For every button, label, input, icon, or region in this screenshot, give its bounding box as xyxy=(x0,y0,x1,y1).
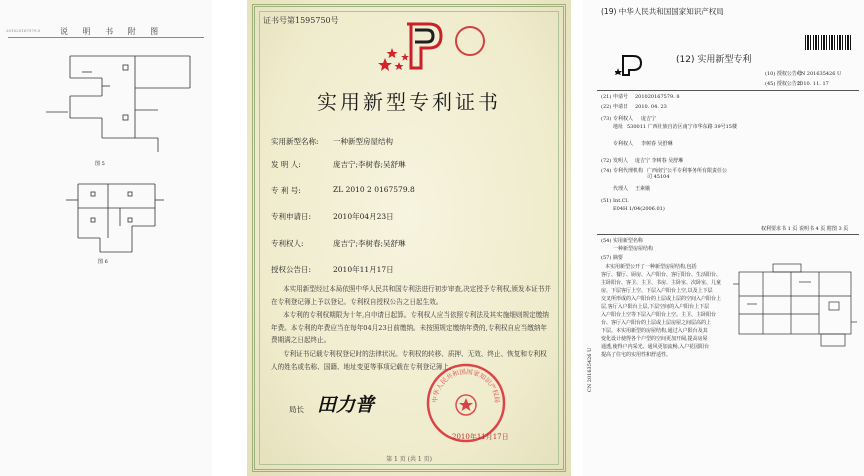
page-indicator: 第 1 页 (共 1 页) xyxy=(386,456,432,463)
floor-plan-figure-6 xyxy=(60,178,170,258)
barcode xyxy=(805,35,851,50)
field-label: 发明人 xyxy=(613,158,629,164)
row-value-inventor: 庞吉宁;李树春;吴舒琳 xyxy=(333,160,406,169)
row-label-patent-no: 专 利 号: xyxy=(271,186,301,195)
field-value: 201020167579. 8 xyxy=(635,94,680,100)
header-rule xyxy=(597,90,859,91)
field-value: 庞吉宁 xyxy=(641,116,657,122)
patent-publication xyxy=(583,0,864,476)
certificate-paragraph-2: 本专利的专利权期限为十年,自申请日起算。专利权人应当依照专利法及其实施细则规定缴纳年费。本专利的年费应当在每年04月23日前缴纳。未按照规定缴纳年费的,专利权自应当缴纳年费期满之日起终止。 xyxy=(271,311,549,345)
certificate-paragraph-3: 专利证书记载专利权登记时的法律状况。专利权的转移、质押、无效、终止、恢复和专利权人的姓名或名称、国籍、地址变更等事项记载在专利登记簿上。 xyxy=(271,350,547,371)
header-rule xyxy=(8,37,204,38)
field-value: 庞吉宁 李树春 吴舒琳 xyxy=(635,158,684,164)
abstract-line: 房、下层客厅上空、下层入户阳台上空,以及上下层 xyxy=(601,288,713,294)
abstract-line: 提高了住宅的实用性和舒适性。 xyxy=(601,352,672,358)
abstract-line: 台、客厅入户阳台的上层或上层房屋之间层高的上 xyxy=(601,320,712,326)
row-label-filing-date: 专利申请日: xyxy=(271,212,312,221)
svg-text:中华人民共和国国家知识产权局 xyxy=(430,367,501,404)
field-code: (74) xyxy=(601,168,612,174)
certificate-inner-border xyxy=(259,11,559,465)
abstract-line: 入户阳台上空等下层入户阳台上空。主卫、主卧阳台 xyxy=(601,312,717,318)
pub-date-label: (45) 授权公告日 xyxy=(765,81,802,87)
abstract-label: (57) 摘要 xyxy=(601,255,623,261)
sheet-header: 说 明 书 附 图 xyxy=(60,27,165,36)
title-value: 一种新型房屋结构 xyxy=(613,246,654,252)
field-value: E04H 1/04(2006.01) xyxy=(613,206,665,212)
field-code: (21) xyxy=(601,94,612,100)
abstract-line: 变化设计使得各个户型的空间更加开阔,提高房屋 xyxy=(601,336,708,342)
row-value-patent-no: ZL 2010 2 0167579.8 xyxy=(333,185,415,194)
body-rule xyxy=(597,234,859,235)
row-label-patentee: 专利权人: xyxy=(271,239,304,248)
row-value-name: 一种新型房屋结构 xyxy=(333,137,393,146)
abstract-line: 主卧阳台、客卫、主卫、书房、主卧室、次卧室、儿童 xyxy=(601,280,722,286)
field-label: 专利权人 xyxy=(613,141,634,147)
field-label: 专利代理机构 xyxy=(613,168,644,174)
abstract-line: 交叉所形成的入户阳台的上层或上层的空间入户阳台上 xyxy=(601,296,722,302)
pub-no: CN 201635426 U xyxy=(797,71,842,77)
sipo-emblem-icon xyxy=(377,18,447,76)
figure-6-caption: 图 6 xyxy=(98,259,108,265)
row-label-inventor: 发 明 人: xyxy=(271,160,301,169)
field-label: 地址 xyxy=(613,124,624,130)
field-code: (51) xyxy=(601,198,612,204)
pub-date: 2010. 11. 17 xyxy=(797,81,829,87)
abstract-line: 客厅、餐厅、厨房、入户阳台、客厅阳台、生活阳台、 xyxy=(601,272,722,278)
title-label: (54) 实用新型名称 xyxy=(601,238,643,244)
issuing-org: (19) 中华人民共和国国家知识产权局 xyxy=(601,7,724,16)
field-code: (72) xyxy=(601,158,612,164)
row-value-grant-date: 2010年11月17日 xyxy=(333,265,394,274)
sipo-logo-icon xyxy=(615,54,643,76)
row-value-filing-date: 2010年04月23日 xyxy=(333,212,394,221)
field-label: Int.Cl. xyxy=(613,198,629,204)
patent-certificate xyxy=(247,0,571,476)
field-label: 申请日 xyxy=(613,104,629,110)
field-value: 广西南宁公平专利事务所有限责任公司 45104 xyxy=(647,168,728,180)
certificate-paragraph-1: 本实用新型经过本局依照中华人民共和国专利法进行初步审查,决定授予专利权,颁发本证书并在专利登记簿上予以登记。专利权自授权公告之日起生效。 xyxy=(271,285,551,306)
abstract-floor-plan xyxy=(733,262,859,354)
patent-type: (12) 实用新型专利 xyxy=(676,55,752,65)
certificate-title: 实用新型专利证书 xyxy=(317,90,501,114)
drawing-sheet xyxy=(0,0,212,476)
field-label: 专利权人 xyxy=(613,116,634,122)
abstract-line: 本实用新型公开了一种新型房屋结构,包括 xyxy=(605,264,697,270)
abstract-line: 下层。本实用新型的房屋结构,通过入户阳台及其 xyxy=(601,328,708,334)
field-value: 李树春 吴舒琳 xyxy=(641,141,673,147)
field-code: (22) xyxy=(601,104,612,110)
director-label: 局长 xyxy=(289,405,304,414)
field-value: 2010. 04. 23 xyxy=(635,104,667,110)
abstract-line: 层,客厅入户阳台上层,下层空间的入户阳台上下层 xyxy=(601,304,710,310)
field-value: 530011 广西壮族自治区南宁市华东路 39号15楼 xyxy=(627,124,737,130)
seal-text: 中华人民共和国国家知识产权局 xyxy=(430,367,502,404)
row-label-grant-date: 授权公告日: xyxy=(271,265,312,274)
doc-number: 201020167579.5 xyxy=(6,28,41,33)
row-value-patentee: 庞吉宁;李树春;吴舒琳 xyxy=(333,239,406,248)
floor-plan-figure-5 xyxy=(40,52,210,157)
director-signature: 田力普 xyxy=(317,394,375,416)
pub-no-label: (10) 授权公告号 xyxy=(765,71,802,77)
side-number: CN 201635426 U xyxy=(587,347,593,392)
abstract-line: 通透,使得户内采光、通风更加流畅,入户花园阳台 xyxy=(601,344,710,350)
row-label-name: 实用新型名称: xyxy=(271,137,319,146)
red-seal-small xyxy=(455,26,485,56)
field-code: (73) xyxy=(601,116,612,122)
seal-date: 2010年11月17日 xyxy=(452,433,509,441)
field-label: 代理人 xyxy=(613,186,629,192)
field-value: 王素娥 xyxy=(635,186,651,192)
certificate-number: 证书号第1595750号 xyxy=(263,16,339,25)
field-label: 申请号 xyxy=(613,94,629,100)
figure-5-caption: 图 5 xyxy=(95,161,105,167)
claims-note: 权利要求书 1 页 说明书 4 页 附图 3 页 xyxy=(761,226,849,232)
